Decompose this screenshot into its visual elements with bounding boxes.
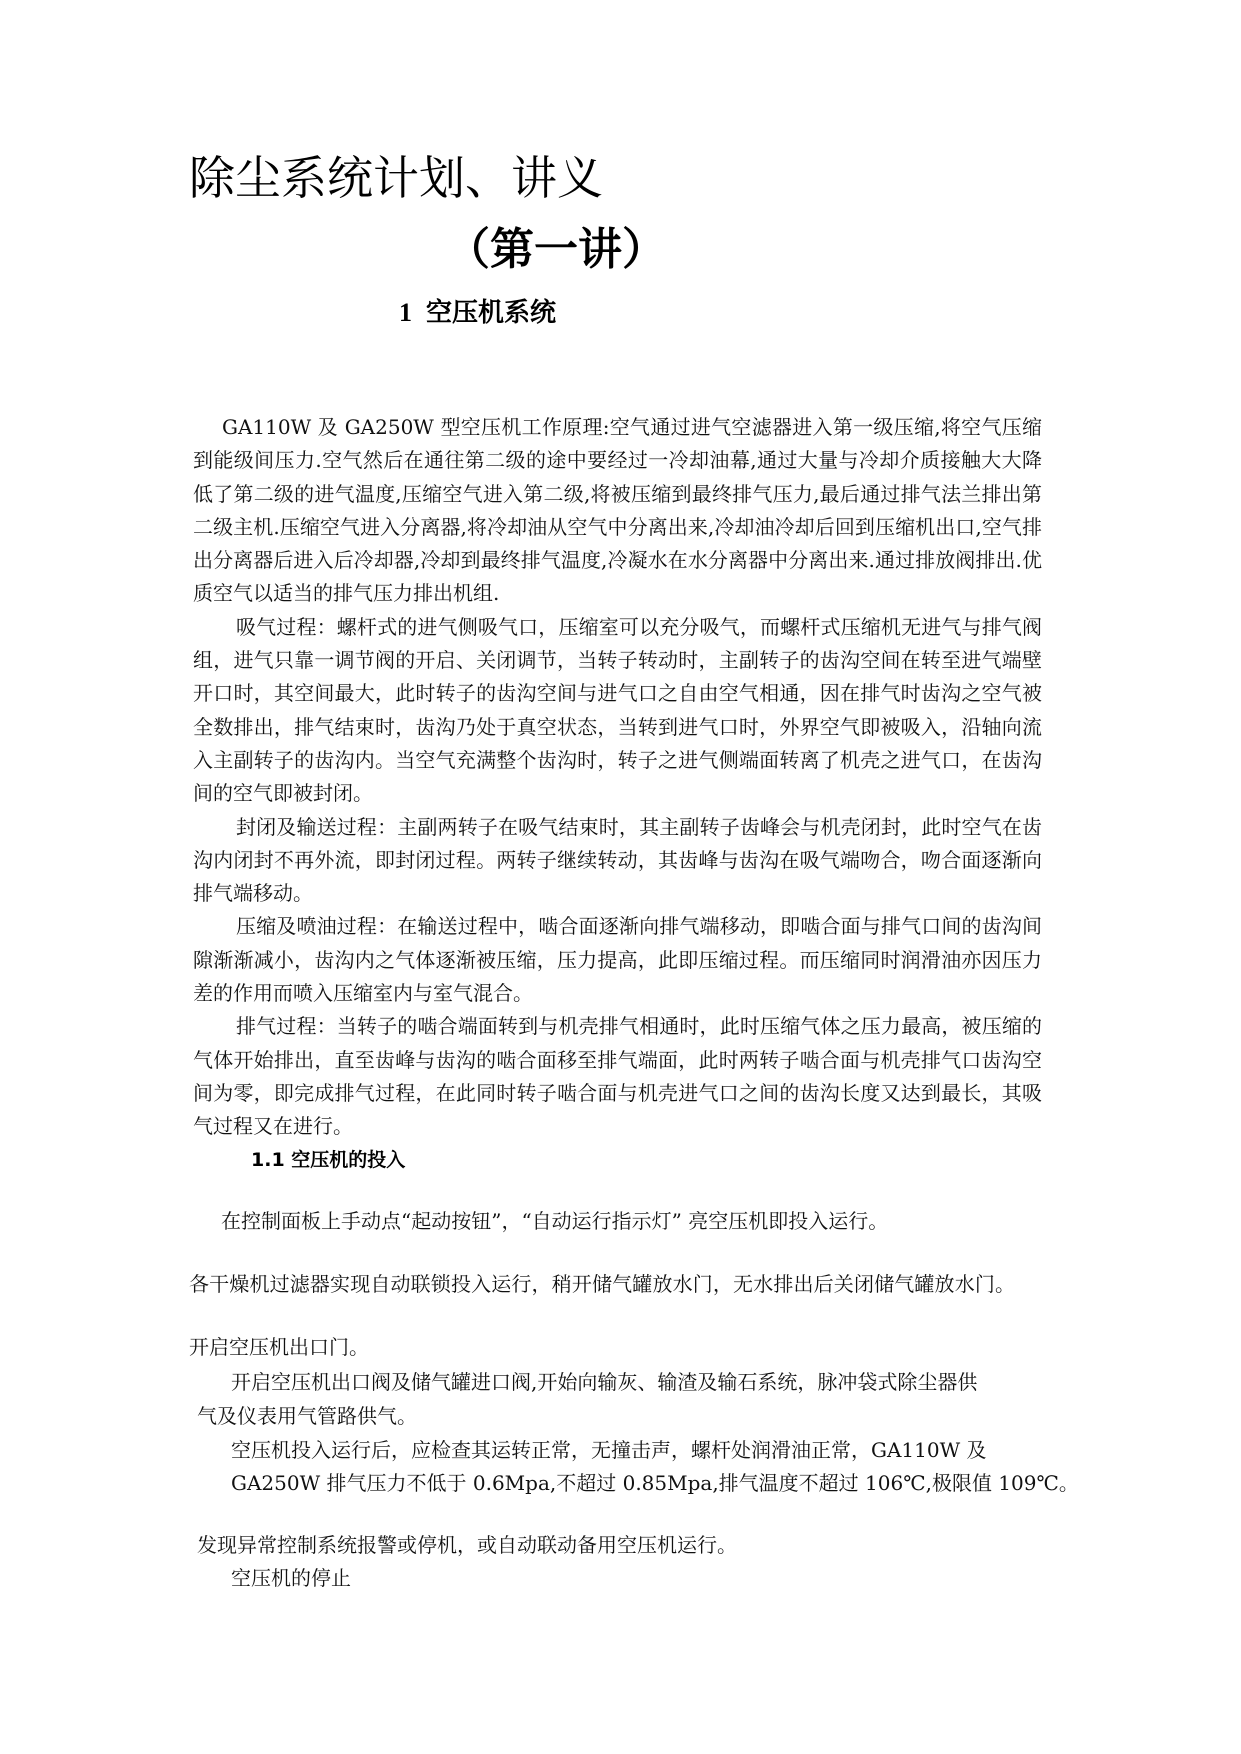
- paragraph-sealing-process: 封闭及输送过程：主副两转子在吸气结束时，其主副转子齿峰会与机壳闭封，此时空气在齿沟内闭封不再外流，即封闭过程。两转子继续转动，其齿峰与齿沟在吸气端吻合，吻合面逐渐向排气端移动。: [193, 814, 1042, 906]
- text-line: 开启空压机出口阀及储气罐进口阀,开始向输灰、输渣及输石系统，脉冲袋式除尘器供: [231, 1370, 978, 1394]
- text-line: GA250W 排气压力不低于 0.6Mpa,不超过 0.85Mpa,排气温度不超过 106℃,极限值 109℃。: [231, 1471, 1079, 1495]
- text-line: 空压机投入运行后，应检查其运转正常，无撞击声，螺杆处润滑油正常，GA110W 及: [231, 1438, 987, 1462]
- paragraph-exhaust-process: 排气过程：当转子的啮合端面转到与机壳排气相通时，此时压缩气体之压力最高，被压缩的气体开始排出，直至齿峰与齿沟的啮合面移至排气端面，此时两转子啮合面与机壳排气口齿沟空间为零，即完成排气过程，在此同时转子啮合面与机壳进气口之间的齿沟长度又达到最长，其吸气过程又在进行。: [193, 1014, 1042, 1139]
- document-subtitle: （第一讲）: [446, 224, 666, 275]
- text-line: 在控制面板上手动点“起动按钮”，“自动运行指示灯” 亮空压机即投入运行。: [221, 1209, 889, 1233]
- text-line: 发现异常控制系统报警或停机，或自动联动备用空压机运行。: [197, 1533, 737, 1557]
- section-title: 空压机系统: [426, 298, 557, 328]
- document-title: 除尘系统计划、讲义: [189, 151, 603, 205]
- text-line: 各干燥机过滤器实现自动联锁投入运行，稍开储气罐放水门，无水排出后关闭储气罐放水门。: [189, 1272, 1016, 1296]
- section-heading: [399, 296, 556, 330]
- paragraph-intake-process: 吸气过程：螺杆式的进气侧吸气口，压缩室可以充分吸气，而螺杆式压缩机无进气与排气阀组，进气只靠一调节阀的开启、关闭调节，当转子转动时，主副转子的齿沟空间在转至进气端壁开口时，其空间最大，此时转子的齿沟空间与进气口之自由空气相通，因在排气时齿沟之空气被全数排出，排气结束时，齿沟乃处于真空状态，当转到进气口时，外界空气即被吸入，沿轴向流入主副转子的齿沟内。当空气充满整个齿沟时，转子之进气侧端面转离了机壳之进气口，在齿沟间的空气即被封闭。: [193, 614, 1042, 806]
- paragraph-compression-process: 压缩及喷油过程：在输送过程中，啮合面逐渐向排气端移动，即啮合面与排气口间的齿沟间隙渐渐减小，齿沟内之气体逐渐被压缩，压力提高，此即压缩过程。而压缩同时润滑油亦因压力差的作用而喷入压缩室内与室气混合。: [193, 914, 1042, 1006]
- text-line: 空压机的停止: [231, 1566, 351, 1590]
- text-line: 开启空压机出口门。: [189, 1335, 369, 1359]
- paragraph-working-principle: GA110W 及 GA250W 型空压机工作原理:空气通过进气空滤器进入第一级压缩,将空气压缩到能级间压力.空气然后在通往第二级的途中要经过一冷却油幕,通过大量与冷却介质接触大大降低了第二级的进气温度,压缩空气进入第二级,将被压缩到最终排气压力,最后通过排气法兰排出第二级主机.压缩空气进入分离器,将冷却油从空气中分离出来,冷却油冷却后回到压缩机出口,空气排出分离器后进入后冷却器,冷却到最终排气温度,冷凝水在水分离器中分离出来.通过排放阀排出.优质空气以适当的排气压力排出机组.: [193, 415, 1042, 606]
- subsection-heading: 1.1 空压机的投入: [251, 1149, 406, 1171]
- body-text: [193, 411, 1042, 1144]
- section-number: 1: [399, 298, 412, 327]
- text-line: 气及仪表用气管路供气。: [197, 1404, 417, 1428]
